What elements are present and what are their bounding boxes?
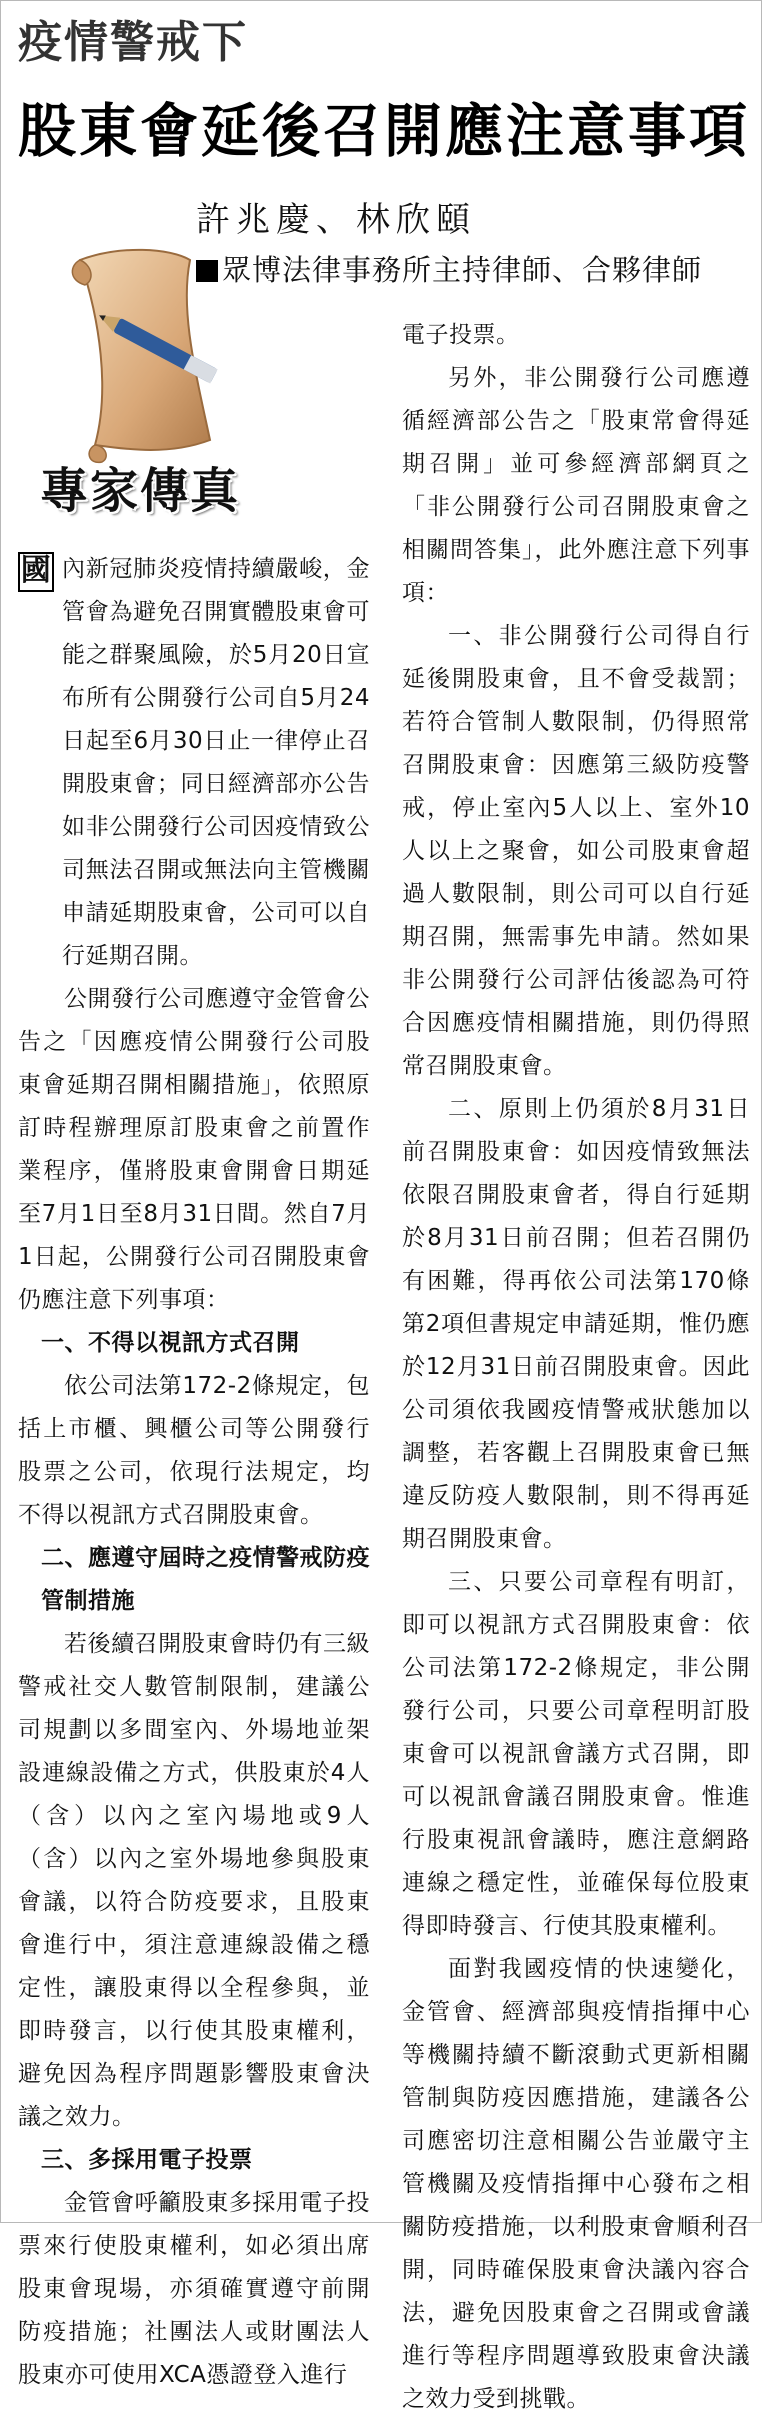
headline: 股東會延後召開應注意事項 (18, 97, 751, 165)
subheading: 三、多採用電子投票 (41, 2147, 253, 2173)
paragraph: 二、原則上仍須於8月31日前召開股東會：如因疫情致無法依限召開股東會者，得自行延期於8月31日前召開；但若召開仍有困難，得再依公司法第170條第2項但書規定申請延期，惟仍應於12月31日前召開股東會。因此公司須依我國疫情警戒狀態加以調整，若客觀上召開股東會已無違反防疫人數限制，則不得再延期召開股東會。 (402, 1096, 750, 1552)
column-badge: 專家傳真 (40, 463, 241, 519)
paragraph: 面對我國疫情的快速變化，金管會、經濟部與疫情指揮中心等機關持續不斷滾動式更新相關管制與防疫因應措施，建議各公司應密切注意相關公告並嚴守主管機關及疫情指揮中心發布之相關防疫措施，以利股東會順利召開，同時確保股東會決議內容合法，避免因股東會之召開或會議進行等程序問題導致股東會決議之效力受到挑戰。 (402, 1956, 750, 2412)
paragraph: 電子投票。 (402, 322, 520, 348)
paragraph: 公開發行公司應遵守金管會公告之「因應疫情公開發行公司股東會延期召開相關措施」，依照原訂時程辦理原訂股東會之前置作業程序，僅將股東會開會日期延至7月1日至8月31日間。然自7月1日起，公開發行公司召開股東會仍應注意下列事項： (18, 986, 370, 1313)
drop-cap: 國 (18, 552, 54, 592)
author-affiliation (196, 248, 702, 289)
paragraph: 一、非公開發行公司得自行延後開股東會，且不會受裁罰；若符合管制人數限制，仍得照常召開股東會：因應第三級防疫警戒，停止室內5人以上、室外10人以上之聚會，如公司股東會超過人數限制，則公司可以自行延期召開，無需事先申請。然如果非公開發行公司評估後認為可符合因應疫情相關措施，則仍得照常召開股東會。 (402, 623, 750, 1079)
subheading: 一、不得以視訊方式召開 (41, 1330, 300, 1356)
paragraph: 金管會呼籲股東多採用電子投票來行使股東權利，如必須出席股東會現場，亦須確實遵守前開防疫措施；社團法人或財團法人股東亦可使用XCA憑證登入進行 (18, 2190, 370, 2388)
paragraph: 三、只要公司章程有明訂，即可以視訊方式召開股東會：依公司法第172-2條規定，非公開發行公司，只要公司章程明訂股東會可以視訊會議方式召開，即可以視訊會議召開股東會。惟進行股東視訊會議時，應注意網路連線之穩定性，並確保每位股東得即時發言、行使其股東權利。 (402, 1569, 750, 1939)
right-column (402, 314, 750, 2421)
authors: 許兆慶、林欣頤 (196, 200, 476, 240)
affiliation-text: 眾博法律事務所主持律師、合夥律師 (222, 253, 703, 287)
paragraph: 若後續召開股東會時仍有三級警戒社交人數管制限制，建議公司規劃以多間室內、外場地並架設連線設備之方式，供股東於4人（含）以內之室內場地或9人（含）以內之室外場地參與股東會議，以符合防疫要求，且股東會進行中，須注意連線設備之穩定性，讓股東得以全程參與，並即時發言，以行使其股東權利，避免因為程序問題影響股東會決議之效力。 (18, 1631, 370, 2130)
scroll-and-pen-illustration (40, 240, 240, 470)
lead-text: 內新冠肺炎疫情持續嚴峻，金管會為避免召開實體股東會可能之群聚風險，於5月20日宣布所有公開發行公司自5月24日起至6月30日止一律停止召開股東會；同日經濟部亦公告如非公開發行公司因疫情致公司無法召開或無法向主管機關申請延期股東會，公司可以自行延期召開。 (62, 556, 370, 969)
paragraph: 依公司法第172-2條規定，包括上市櫃、興櫃公司等公開發行股票之公司，依現行法規定，均不得以視訊方式召開股東會。 (18, 1373, 370, 1528)
paragraph: 另外，非公開發行公司應遵循經濟部公告之「股東常會得延期召開」並可參經濟部網頁之「非公開發行公司召開股東會之相關問答集」，此外應注意下列事項： (402, 365, 750, 606)
lead-paragraph (18, 548, 370, 978)
left-column (18, 548, 370, 2397)
subheading: 二、應遵守屆時之疫情警戒防疫管制措施 (41, 1545, 370, 1614)
section-kicker: 疫情警戒下 (18, 17, 248, 68)
